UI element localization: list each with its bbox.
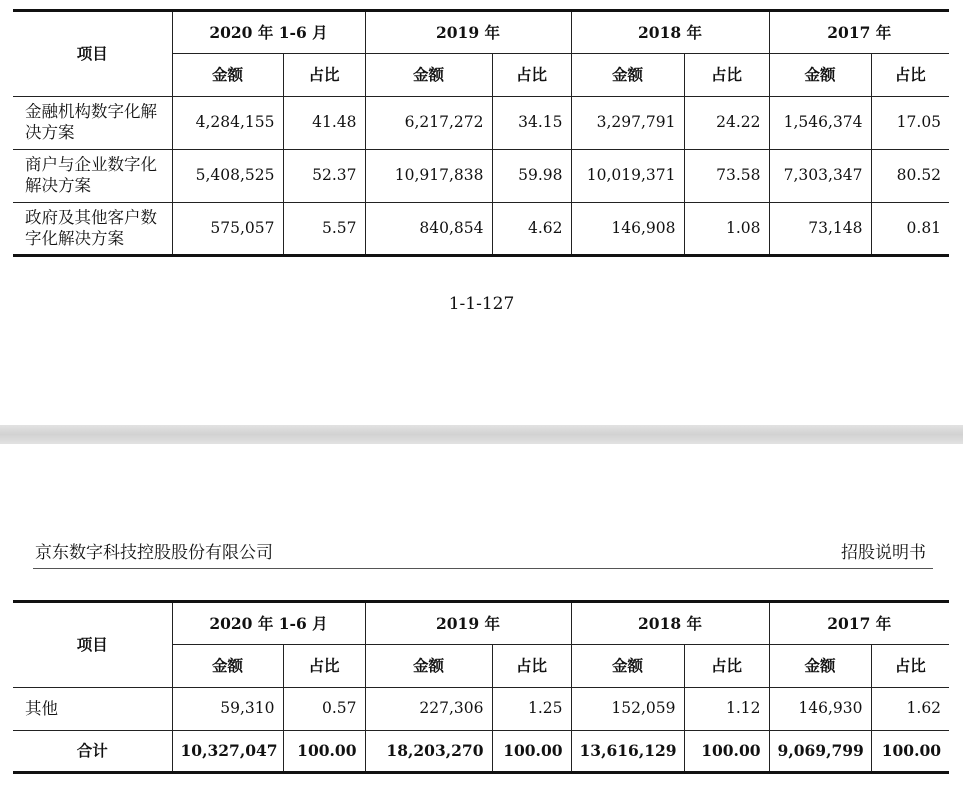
page-number: 1-1-127 xyxy=(448,294,515,314)
row-label: 商户与企业数字化解决方案 xyxy=(13,150,172,203)
share-header: 占比 xyxy=(283,54,365,97)
share-cell: 52.37 xyxy=(283,150,365,203)
table-row-others xyxy=(13,688,949,731)
amount-cell: 6,217,272 xyxy=(365,97,492,150)
row-label: 其他 xyxy=(13,688,172,731)
share-cell: 34.15 xyxy=(492,97,571,150)
amount-cell: 59,310 xyxy=(172,688,283,731)
row-label: 金融机构数字化解决方案 xyxy=(13,97,172,150)
table-row-government-others xyxy=(13,203,949,256)
total-share-cell: 100.00 xyxy=(283,731,365,773)
share-header: 占比 xyxy=(871,54,949,97)
revenue-table-part-1 xyxy=(13,9,949,257)
row-label: 政府及其他客户数字化解决方案 xyxy=(13,203,172,256)
amount-header: 金额 xyxy=(172,645,283,688)
share-header: 占比 xyxy=(492,54,571,97)
amount-cell: 1,546,374 xyxy=(769,97,871,150)
period-header-2018: 2018 年 xyxy=(571,602,769,645)
amount-cell: 146,908 xyxy=(571,203,684,256)
share-header: 占比 xyxy=(492,645,571,688)
total-share-cell: 100.00 xyxy=(684,731,769,773)
share-cell: 1.62 xyxy=(871,688,949,731)
period-header-2020h1: 2020 年 1-6 月 xyxy=(172,602,365,645)
share-cell: 0.57 xyxy=(283,688,365,731)
period-header-2020h1: 2020 年 1-6 月 xyxy=(172,11,365,54)
share-cell: 80.52 xyxy=(871,150,949,203)
amount-cell: 3,297,791 xyxy=(571,97,684,150)
total-amount-cell: 13,616,129 xyxy=(571,731,684,773)
amount-cell: 5,408,525 xyxy=(172,150,283,203)
period-header-2019: 2019 年 xyxy=(365,11,571,54)
amount-cell: 575,057 xyxy=(172,203,283,256)
item-header: 项目 xyxy=(13,602,172,688)
table-row-financial-institutions xyxy=(13,97,949,150)
header-divider xyxy=(33,568,933,569)
total-amount-cell: 9,069,799 xyxy=(769,731,871,773)
amount-header: 金额 xyxy=(172,54,283,97)
share-cell: 24.22 xyxy=(684,97,769,150)
amount-cell: 10,019,371 xyxy=(571,150,684,203)
amount-header: 金额 xyxy=(365,54,492,97)
share-cell: 41.48 xyxy=(283,97,365,150)
amount-cell: 7,303,347 xyxy=(769,150,871,203)
item-header: 项目 xyxy=(13,11,172,97)
amount-cell: 152,059 xyxy=(571,688,684,731)
amount-cell: 146,930 xyxy=(769,688,871,731)
header-row-periods xyxy=(13,11,949,54)
table-row-total xyxy=(13,731,949,773)
amount-cell: 4,284,155 xyxy=(172,97,283,150)
total-share-cell: 100.00 xyxy=(492,731,571,773)
table-row-merchants-enterprises xyxy=(13,150,949,203)
amount-cell: 227,306 xyxy=(365,688,492,731)
header-row-periods xyxy=(13,602,949,645)
amount-header: 金额 xyxy=(769,54,871,97)
period-header-2018: 2018 年 xyxy=(571,11,769,54)
share-header: 占比 xyxy=(684,54,769,97)
total-label: 合计 xyxy=(13,731,172,773)
share-cell: 1.08 xyxy=(684,203,769,256)
total-share-cell: 100.00 xyxy=(871,731,949,773)
document-type: 招股说明书 xyxy=(841,543,926,563)
share-cell: 1.25 xyxy=(492,688,571,731)
amount-header: 金额 xyxy=(365,645,492,688)
amount-cell: 73,148 xyxy=(769,203,871,256)
amount-header: 金额 xyxy=(769,645,871,688)
company-name: 京东数字科技控股股份有限公司 xyxy=(35,543,273,563)
period-header-2017: 2017 年 xyxy=(769,11,949,54)
share-header: 占比 xyxy=(684,645,769,688)
amount-cell: 840,854 xyxy=(365,203,492,256)
total-amount-cell: 18,203,270 xyxy=(365,731,492,773)
period-header-2019: 2019 年 xyxy=(365,602,571,645)
share-cell: 4.62 xyxy=(492,203,571,256)
amount-header: 金额 xyxy=(571,54,684,97)
total-amount-cell: 10,327,047 xyxy=(172,731,283,773)
share-header: 占比 xyxy=(283,645,365,688)
revenue-table-part-2 xyxy=(13,600,949,774)
share-cell: 17.05 xyxy=(871,97,949,150)
share-header: 占比 xyxy=(871,645,949,688)
period-header-2017: 2017 年 xyxy=(769,602,949,645)
share-cell: 5.57 xyxy=(283,203,365,256)
share-cell: 0.81 xyxy=(871,203,949,256)
page-2 xyxy=(0,444,963,796)
amount-header: 金额 xyxy=(571,645,684,688)
share-cell: 73.58 xyxy=(684,150,769,203)
page-separator xyxy=(0,425,963,444)
share-cell: 1.12 xyxy=(684,688,769,731)
amount-cell: 10,917,838 xyxy=(365,150,492,203)
share-cell: 59.98 xyxy=(492,150,571,203)
